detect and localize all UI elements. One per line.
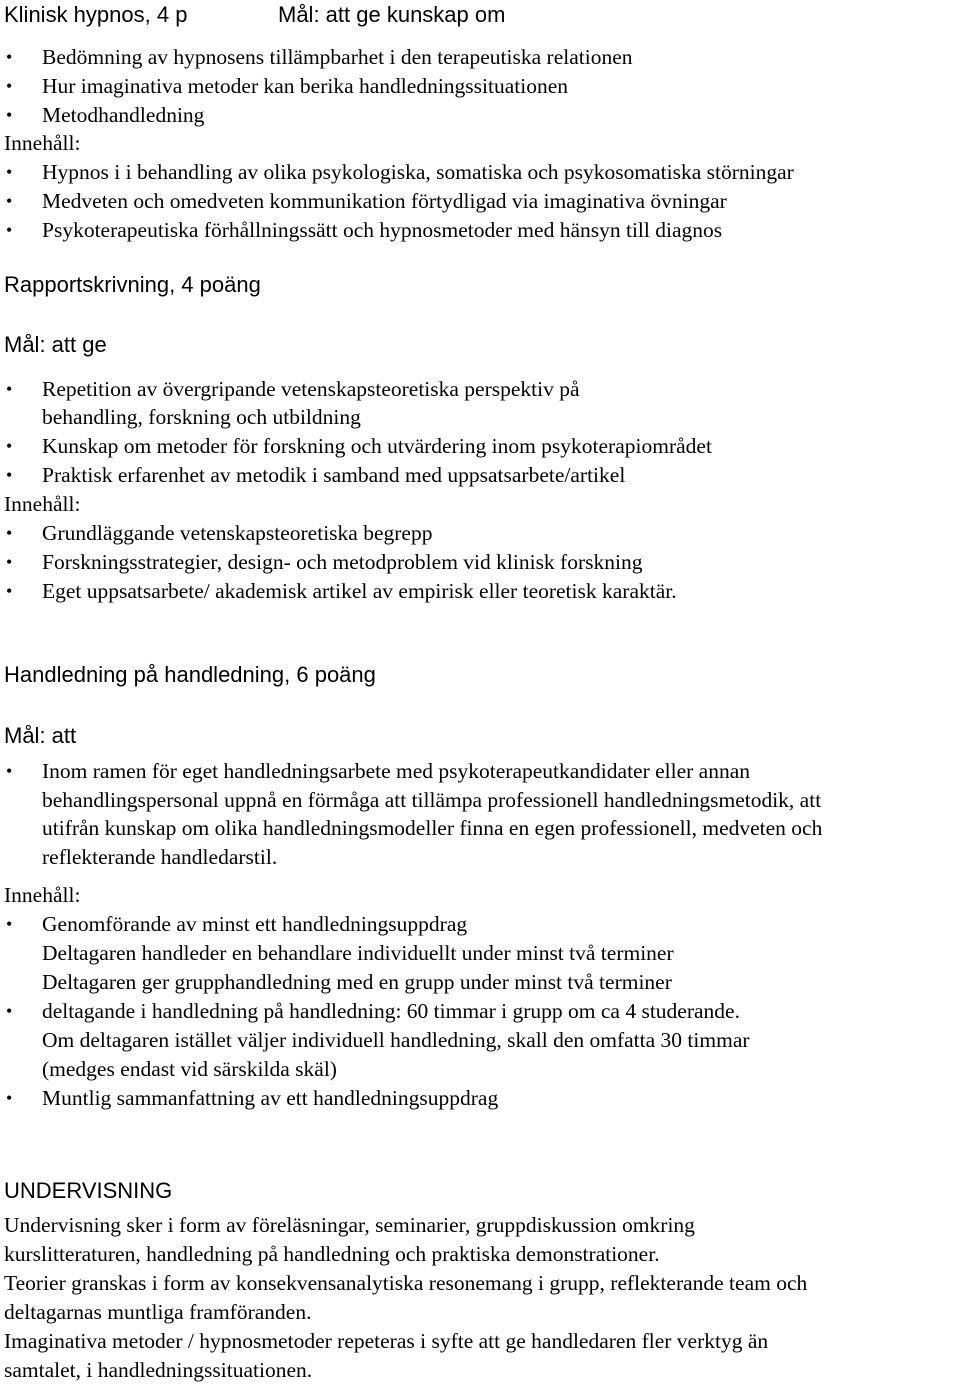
section-goal-rapportskrivning: Mål: att ge: [4, 332, 107, 357]
bullet-icon: •: [6, 1001, 13, 1021]
bullet-icon: •: [6, 47, 13, 67]
bullet-icon: •: [6, 761, 13, 781]
bullet-icon: •: [6, 581, 13, 601]
bullet-icon: •: [6, 76, 13, 96]
bullet-icon: •: [6, 465, 13, 485]
document-page: Klinisk hypnos, 4 p Mål: att ge kunskap om • Bedömning av hypnosens tillämpbarhet i den terapeutiska relationen • Hur imaginativa metoder kan berika handledningssituationen • Metodhandledning Innehåll: • Hypnos i i behandling av olika psykologiska, somatiska och psykosomatiska störningar • Medveten och omedveten kommunikation förtydligad via imaginativa övningar • Psykoterapeutiska förhållningssätt och hypnosmetoder med hänsyn till diagnos Rapportskrivning, 4 poäng Mål: att ge • Repetition av övergripande vetenskapsteoretiska perspektiv på behandling, forskning och utbildning • Kunskap om metoder för forskning och utvärdering inom psykoterapiområdet • Praktisk erfarenhet av metodik i samband med uppsatsarbete/artikel Innehåll: • Grundläggande vetenskapsteoretiska begrepp • Forskningsstrategier, design- och metodproblem vid klinisk forskning • Eget uppsatsarbete/ akademisk artikel av empirisk eller teoretisk karaktär. Handledning på handledning, 6 poäng Mål: att • Inom ramen för eget handledningsarbete med psykoterapeutkandidater eller annan behandlingspersonal uppnå en förmåga att tillämpa professionell handledningsmetodik, att utifrån kunskap om olika handledningsmodeller finna en egen professionell, medveten och reflekterande handledarstil. Innehåll: • Genomförande av minst ett handledningsuppdrag Deltagaren handleder en behandlare individuellt under minst två terminer Deltagaren ger grupphandledning med en grupp under minst två terminer • deltagande i handledning på handledning: 60 timmar i grupp om ca 4 studerande. Om deltagaren istället väljer individuell handledning, skall den omfatta 30 timmar (medges endast vid särskilda skäl) • Muntlig sammanfattning av ett handledningsuppdrag UNDERVISNING Undervisning sker i form av föreläsningar, seminarier, gruppdiskussion omkring kurslitteraturen, handledning på handledning och praktiska demonstrationer. Teorier granskas i form av konsekvensanalytiska resonemang i grupp, reflekterande team och deltagarnas muntliga framföranden. Imaginativa metoder / hypnosmetoder repeteras i syfte att ge handledaren fler verktyg än samtalet, i handledningssituationen.: [4, 2, 823, 1382]
bullet-icon: •: [6, 523, 13, 543]
bullet-icon: •: [6, 914, 13, 934]
bullet-icon: •: [6, 1088, 13, 1108]
bullet-icon: •: [6, 552, 13, 572]
section-goal-klinisk-hypnos: Mål: att ge kunskap om: [278, 2, 506, 27]
bullet-icon: •: [6, 220, 13, 240]
section-goal-handledning: Mål: att: [4, 723, 77, 748]
section-title-klinisk-hypnos: Klinisk hypnos, 4 p: [4, 2, 188, 27]
bullet-icon: •: [6, 379, 13, 399]
section-title-handledning: Handledning på handledning, 6 poäng: [4, 662, 376, 687]
bullet-icon: •: [6, 162, 13, 182]
bullet-icon: •: [6, 436, 13, 456]
bullet-icon: •: [6, 105, 13, 125]
section-title-rapportskrivning: Rapportskrivning, 4 poäng: [4, 272, 261, 297]
section-title-undervisning: UNDERVISNING: [4, 1178, 173, 1203]
bullet-icon: •: [6, 191, 13, 211]
